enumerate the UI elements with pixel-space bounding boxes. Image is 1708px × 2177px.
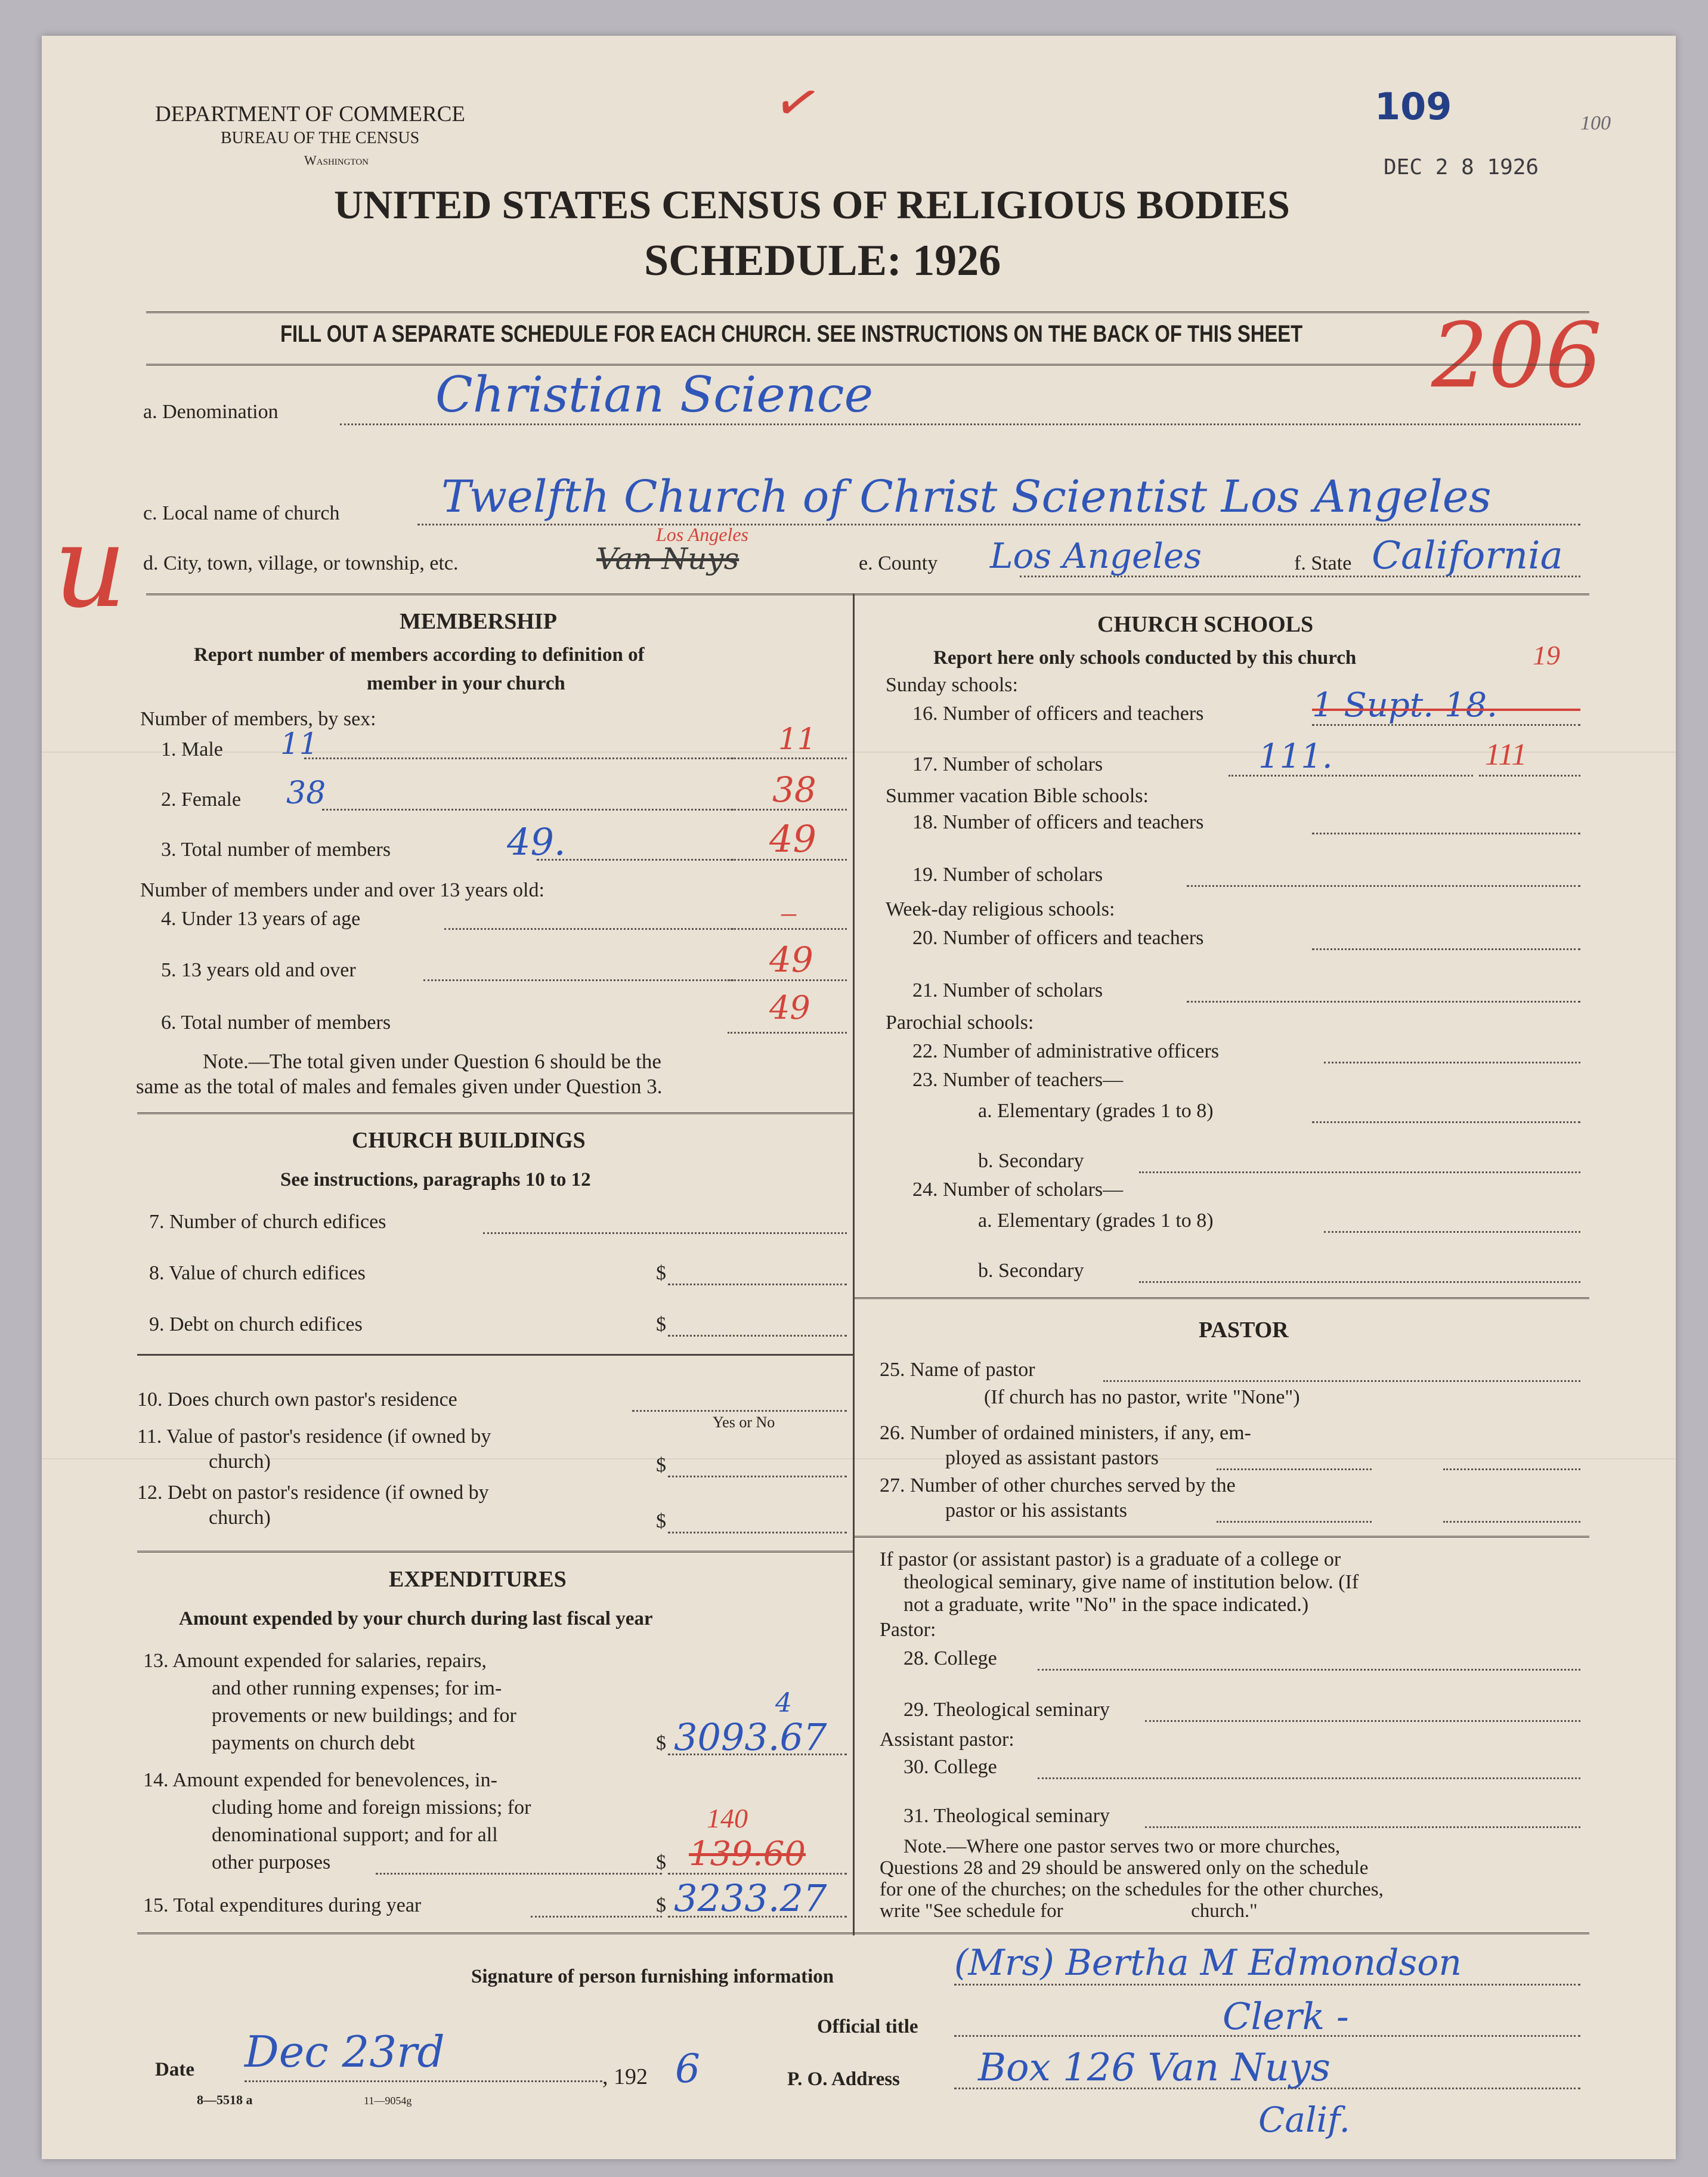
- grad-note-3: not a graduate, write "No" in the space indicated.): [903, 1594, 1309, 1616]
- q13-value[interactable]: 3093.67: [674, 1715, 827, 1759]
- summer-schools-label: Summer vacation Bible schools:: [886, 785, 1149, 807]
- city-value[interactable]: Van Nuys: [596, 542, 739, 576]
- q23b-label: b. Secondary: [978, 1150, 1084, 1172]
- q24-label: 24. Number of scholars—: [912, 1179, 1124, 1201]
- q28-label: 28. College: [903, 1647, 997, 1669]
- page-title: UNITED STATES CENSUS OF RELIGIOUS BODIES: [334, 182, 1290, 227]
- membership-note: Note.—The total given under Question 6 should be the: [203, 1050, 661, 1073]
- q15-value[interactable]: 3233.27: [674, 1876, 827, 1920]
- signature-label: Signature of person furnishing information: [471, 1966, 834, 1987]
- weekday-schools-label: Week-day religious schools:: [886, 898, 1115, 920]
- state-label: f. State: [1294, 552, 1352, 574]
- total-members-6-check: 49: [769, 989, 810, 1026]
- membership-note-2: same as the total of males and females given under Question 3.: [136, 1075, 663, 1098]
- total-members-value[interactable]: 49.: [507, 820, 566, 864]
- form-number: 8—5518 a: [197, 2092, 253, 2107]
- q12-label-2: church): [209, 1507, 271, 1529]
- q17-label: 17. Number of scholars: [912, 753, 1103, 775]
- q11-label: 11. Value of pastor's residence (if owned by: [137, 1425, 491, 1448]
- date-value[interactable]: Dec 23rd: [245, 2027, 445, 2077]
- q25-note: (If church has no pastor, write "None"): [984, 1386, 1300, 1408]
- received-date-stamp: DEC 2 8 1926: [1384, 155, 1539, 180]
- buildings-heading: CHURCH BUILDINGS: [352, 1128, 586, 1153]
- q22-label: 22. Number of administrative officers: [912, 1040, 1219, 1062]
- yes-no-hint: Yes or No: [713, 1414, 775, 1431]
- q30-label: 30. College: [903, 1756, 997, 1778]
- q14-label-2: cluding home and foreign missions; for: [212, 1796, 531, 1819]
- q27-label: 27. Number of other churches served by the: [880, 1474, 1236, 1496]
- q13-label: 13. Amount expended for salaries, repairs,: [143, 1650, 487, 1672]
- q13-label-3: provements or new buildings; and for: [212, 1705, 516, 1727]
- q14-correction: 140: [707, 1803, 748, 1833]
- pastor-heading: PASTOR: [1199, 1318, 1289, 1343]
- q8-label: 8. Value of church edifices: [149, 1262, 366, 1284]
- local-name-label: c. Local name of church: [143, 502, 340, 524]
- total-members-label: 3. Total number of members: [161, 839, 391, 861]
- county-label: e. County: [859, 552, 938, 574]
- q7-label: 7. Number of church edifices: [149, 1211, 386, 1233]
- q13-dollar: $: [656, 1732, 666, 1754]
- female-value[interactable]: 38: [286, 775, 326, 811]
- parochial-schools-label: Parochial schools:: [886, 1012, 1034, 1034]
- local-name-value[interactable]: Twelfth Church of Christ Scientist Los Angeles: [441, 471, 1492, 522]
- expenditures-heading: EXPENDITURES: [389, 1567, 567, 1592]
- total-members-check: 49: [769, 817, 816, 861]
- po-address-value-2[interactable]: Calif.: [1258, 2099, 1350, 2140]
- grad-note: If pastor (or assistant pastor) is a graduate of a college or: [880, 1548, 1341, 1570]
- date-label: Date: [155, 2059, 194, 2080]
- q23-label: 23. Number of teachers—: [912, 1069, 1124, 1091]
- page-subtitle: SCHEDULE: 1926: [644, 236, 1001, 285]
- female-label: 2. Female: [161, 788, 242, 811]
- pastor-note: Note.—Where one pastor serves two or more churches,: [903, 1836, 1341, 1857]
- asst-pastor-label: Assistant pastor:: [880, 1728, 1014, 1751]
- q25-label: 25. Name of pastor: [880, 1359, 1035, 1381]
- official-title-label: Official title: [817, 2016, 918, 2037]
- pastor-note-4: write "See schedule for church.": [880, 1900, 1258, 1922]
- over-13-label: 5. 13 years old and over: [161, 959, 356, 981]
- city-label: d. City, town, village, or township, etc.: [143, 552, 459, 574]
- q17-check: 111: [1485, 738, 1527, 772]
- q13-label-4: payments on church debt: [212, 1732, 415, 1754]
- county-value[interactable]: Los Angeles: [990, 536, 1202, 576]
- q24b-label: b. Secondary: [978, 1260, 1084, 1282]
- q9-dollar: $: [656, 1313, 666, 1335]
- grad-note-2: theological seminary, give name of institution below. (If: [903, 1571, 1359, 1593]
- over-13-check: 49: [769, 939, 813, 980]
- q27-label-2: pastor or his assistants: [945, 1499, 1128, 1522]
- total-members-6-label: 6. Total number of members: [161, 1012, 391, 1034]
- q8-dollar: $: [656, 1262, 666, 1284]
- bureau-name: BUREAU OF THE CENSUS: [221, 129, 420, 147]
- q15-dollar: $: [656, 1894, 666, 1916]
- city-correction: Los Angeles: [656, 524, 748, 545]
- fold-crease: [42, 1458, 1676, 1459]
- pastor-note-3: for one of the churches; on the schedules for the other churches,: [880, 1879, 1384, 1900]
- q26-label-2: ployed as assistant pastors: [945, 1447, 1159, 1469]
- membership-intro-2: member in your church: [367, 673, 565, 694]
- q10-label: 10. Does church own pastor's residence: [137, 1389, 457, 1411]
- schedule-number-stamp: 109: [1375, 85, 1452, 128]
- dept-name: DEPARTMENT OF COMMERCE: [155, 102, 465, 126]
- q13-label-2: and other running expenses; for im-: [212, 1677, 502, 1699]
- denomination-label: a. Denomination: [143, 401, 279, 423]
- year-digit[interactable]: 6: [675, 2046, 700, 2092]
- q12-label: 12. Debt on pastor's residence (if owned by: [137, 1482, 489, 1504]
- under-13-check: –: [781, 895, 796, 929]
- schools-sub: Report here only schools conducted by this church: [933, 647, 1357, 669]
- female-check: 38: [772, 769, 816, 810]
- male-value[interactable]: 11: [280, 726, 318, 761]
- red-code-206: 206: [1431, 304, 1602, 408]
- members-by-sex: Number of members, by sex:: [140, 708, 376, 730]
- po-address-label: P. O. Address: [787, 2068, 900, 2090]
- year-prefix: , 192: [602, 2064, 648, 2089]
- red-letter-u: u: [54, 501, 127, 633]
- q23a-label: a. Elementary (grades 1 to 8): [978, 1100, 1214, 1122]
- expenditures-sub: Amount expended by your church during last fiscal year: [179, 1608, 653, 1629]
- q14-value[interactable]: 139.60: [689, 1835, 806, 1873]
- sunday-schools-label: Sunday schools:: [886, 674, 1018, 696]
- denomination-value[interactable]: Christian Science: [435, 367, 874, 423]
- male-label: 1. Male: [161, 738, 223, 760]
- pastor-sub-label: Pastor:: [880, 1619, 936, 1641]
- under-13-label: 4. Under 13 years of age: [161, 908, 361, 930]
- po-address-value[interactable]: Box 126 Van Nuys: [978, 2046, 1330, 2090]
- print-number: 11—9054g: [364, 2095, 412, 2107]
- q31-label: 31. Theological seminary: [903, 1805, 1110, 1827]
- q20-label: 20. Number of officers and teachers: [912, 927, 1204, 949]
- check-mark: ✓: [768, 69, 827, 138]
- buildings-sub: See instructions, paragraphs 10 to 12: [280, 1169, 591, 1190]
- census-schedule-sheet: [42, 36, 1676, 2159]
- male-check: 11: [778, 722, 816, 756]
- q26-label: 26. Number of ordained ministers, if any, em-: [880, 1422, 1251, 1444]
- q14-label-4: other purposes: [212, 1851, 331, 1873]
- form-instruction: FILL OUT A SEPARATE SCHEDULE FOR EACH CHURCH. SEE INSTRUCTIONS ON THE BACK OF THIS SHEET: [280, 321, 1303, 347]
- pencil-number: 100: [1580, 112, 1611, 134]
- q18-label: 18. Number of officers and teachers: [912, 811, 1204, 833]
- q16-label: 16. Number of officers and teachers: [912, 703, 1204, 725]
- signature-value[interactable]: (Mrs) Bertha M Edmondson: [954, 1942, 1462, 1984]
- q21-label: 21. Number of scholars: [912, 979, 1103, 1001]
- q12-dollar: $: [656, 1510, 666, 1532]
- q9-label: 9. Debt on church edifices: [149, 1313, 363, 1335]
- q13-correction: 4: [775, 1688, 792, 1718]
- pastor-note-2: Questions 28 and 29 should be answered only on the schedule: [880, 1857, 1369, 1879]
- schools-red-19: 19: [1533, 640, 1560, 670]
- official-title-value[interactable]: Clerk -: [1223, 1994, 1349, 2038]
- q11-label-2: church): [209, 1451, 271, 1473]
- membership-heading: MEMBERSHIP: [400, 609, 557, 634]
- q17-value[interactable]: 111.: [1258, 737, 1333, 776]
- bureau-city: Washington: [304, 153, 369, 168]
- q14-label-3: denominational support; and for all: [212, 1824, 498, 1846]
- state-value[interactable]: California: [1372, 534, 1563, 578]
- q11-dollar: $: [656, 1454, 666, 1476]
- q14-dollar: $: [656, 1851, 666, 1873]
- q16-value[interactable]: 1 Supt. 18.: [1312, 686, 1497, 725]
- q29-label: 29. Theological seminary: [903, 1699, 1110, 1721]
- q24a-label: a. Elementary (grades 1 to 8): [978, 1210, 1214, 1232]
- q15-label: 15. Total expenditures during year: [143, 1894, 422, 1916]
- q14-label: 14. Amount expended for benevolences, in-: [143, 1769, 497, 1791]
- membership-intro: Report number of members according to definition of: [194, 644, 645, 666]
- schools-heading: CHURCH SCHOOLS: [1097, 612, 1314, 637]
- q19-label: 19. Number of scholars: [912, 864, 1103, 886]
- members-by-age: Number of members under and over 13 years old:: [140, 879, 544, 901]
